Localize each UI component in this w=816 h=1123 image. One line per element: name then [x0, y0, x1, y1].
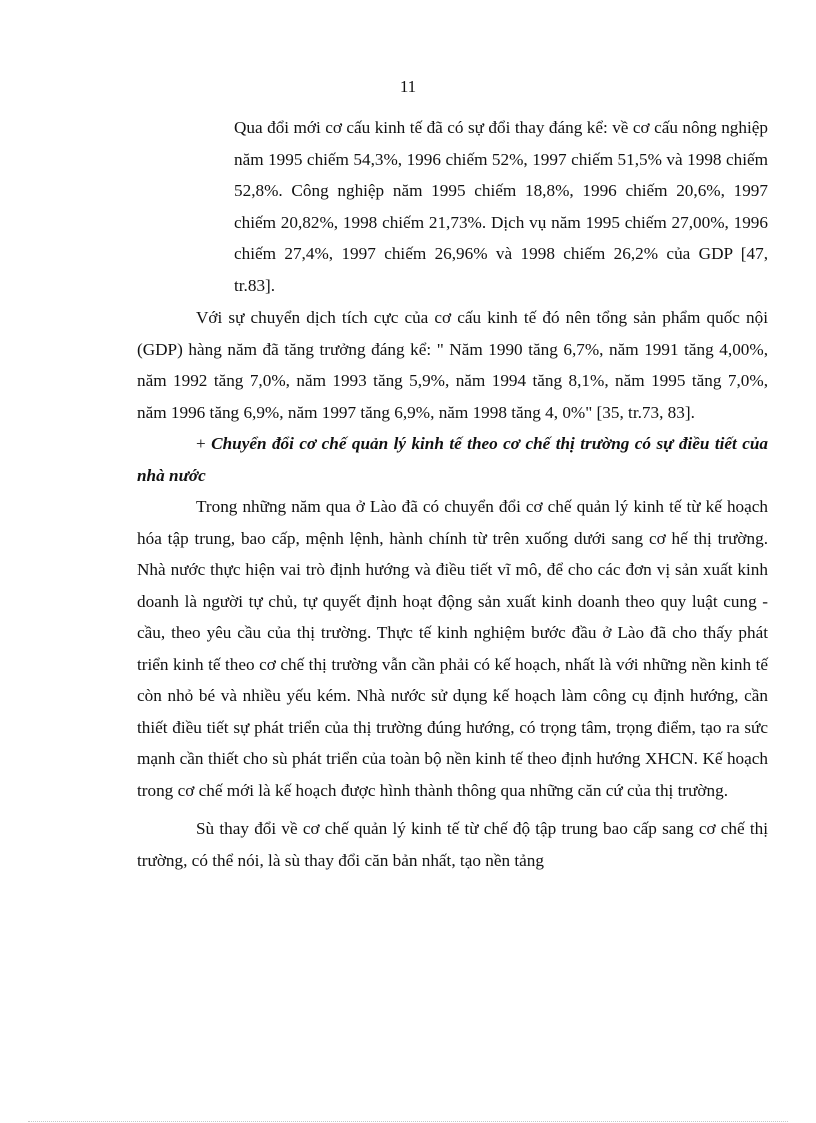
paragraph-gdp-growth: Với sự chuyển dịch tích cực của cơ cấu kinh tế đó nên tổng sản phẩm quốc nội (GDP) hàng năm đã tăng trưởng đáng kể: " Năm 1990 tăng 6,7%, năm 1991 tăng 4,00%, năm 1992 tăng 7,0%, năm 1993 tăng 5,9%, năm 1994 tăng 8,1%, năm 1995 tăng 7,0%, năm 1996 tăng 6,9%, năm 1997 tăng 6,9%, năm 1998 tăng 4, 0%" [35, tr.73, 83]. — [137, 308, 768, 422]
heading-prefix: + — [196, 434, 206, 453]
page-number: 11 — [399, 77, 417, 96]
paragraph-management-mechanism: Trong những năm qua ở Lào đã có chuyển đổi cơ chế quản lý kinh tế từ kế hoạch hóa tập trung, bao cấp, mệnh lệnh, hành chính từ trên xuống dưới sang cơ hế thị trường. Nhà nước thực hiện vai trò định hướng và điều tiết vĩ mô, để cho các đơn vị sản xuất kinh doanh là người tự chủ, tự quyết định hoạt động sản xuất kinh doanh theo quy luật cung - cầu, theo yêu cầu của thị trường. Thực tế kinh nghiệm bước đầu ở Lào đã cho thấy phát triển kinh tế theo cơ chế thị trường vẫn cần phải có kế hoạch, nhất là với những nền kinh tế còn nhỏ bé và nhiều yếu kém. Nhà nước sử dụng kế hoạch làm công cụ định hướng, cần thiết điều tiết sự phát triển của thị trường đúng hướng, có trọng tâm, trọng điểm, tạo ra sức mạnh cần thiết cho sù phát triển của toàn bộ nền kinh tế theo định hướng XHCN. Kế hoạch trong cơ chế mới là kế hoạch được hình thành thông qua những căn cứ của thị trường. — [137, 497, 768, 800]
quote-block: Qua đổi mới cơ cấu kinh tế đã có sự đổi thay đáng kể: về cơ cấu nông nghiệp năm 1995 chiếm 54,3%, 1996 chiếm 52%, 1997 chiếm 51,5% và 1998 chiếm 52,8%. Công nghiệp năm 1995 chiếm 18,8%, 1996 chiếm 20,6%, 1997 chiếm 20,82%, 1998 chiếm 21,73%. Dịch vụ năm 1995 chiếm 27,00%, 1996 chiếm 27,4%, 1997 chiếm 26,96% và 1998 chiếm 26,2% của GDP [47, tr.83]. — [234, 118, 768, 295]
body-text — [137, 302, 768, 876]
section-heading — [137, 428, 768, 491]
paragraph-mechanism-change: Sù thay đổi về cơ chế quản lý kinh tế từ chế độ tập trung bao cấp sang cơ chế thị trường, có thể nói, là sù thay đổi căn bản nhất, tạo nền tảng — [137, 819, 768, 870]
heading-text: Chuyển đổi cơ chế quản lý kinh tế theo cơ chế thị trường có sự điều tiết của nhà nước — [137, 434, 769, 485]
footer-divider — [28, 1121, 788, 1122]
